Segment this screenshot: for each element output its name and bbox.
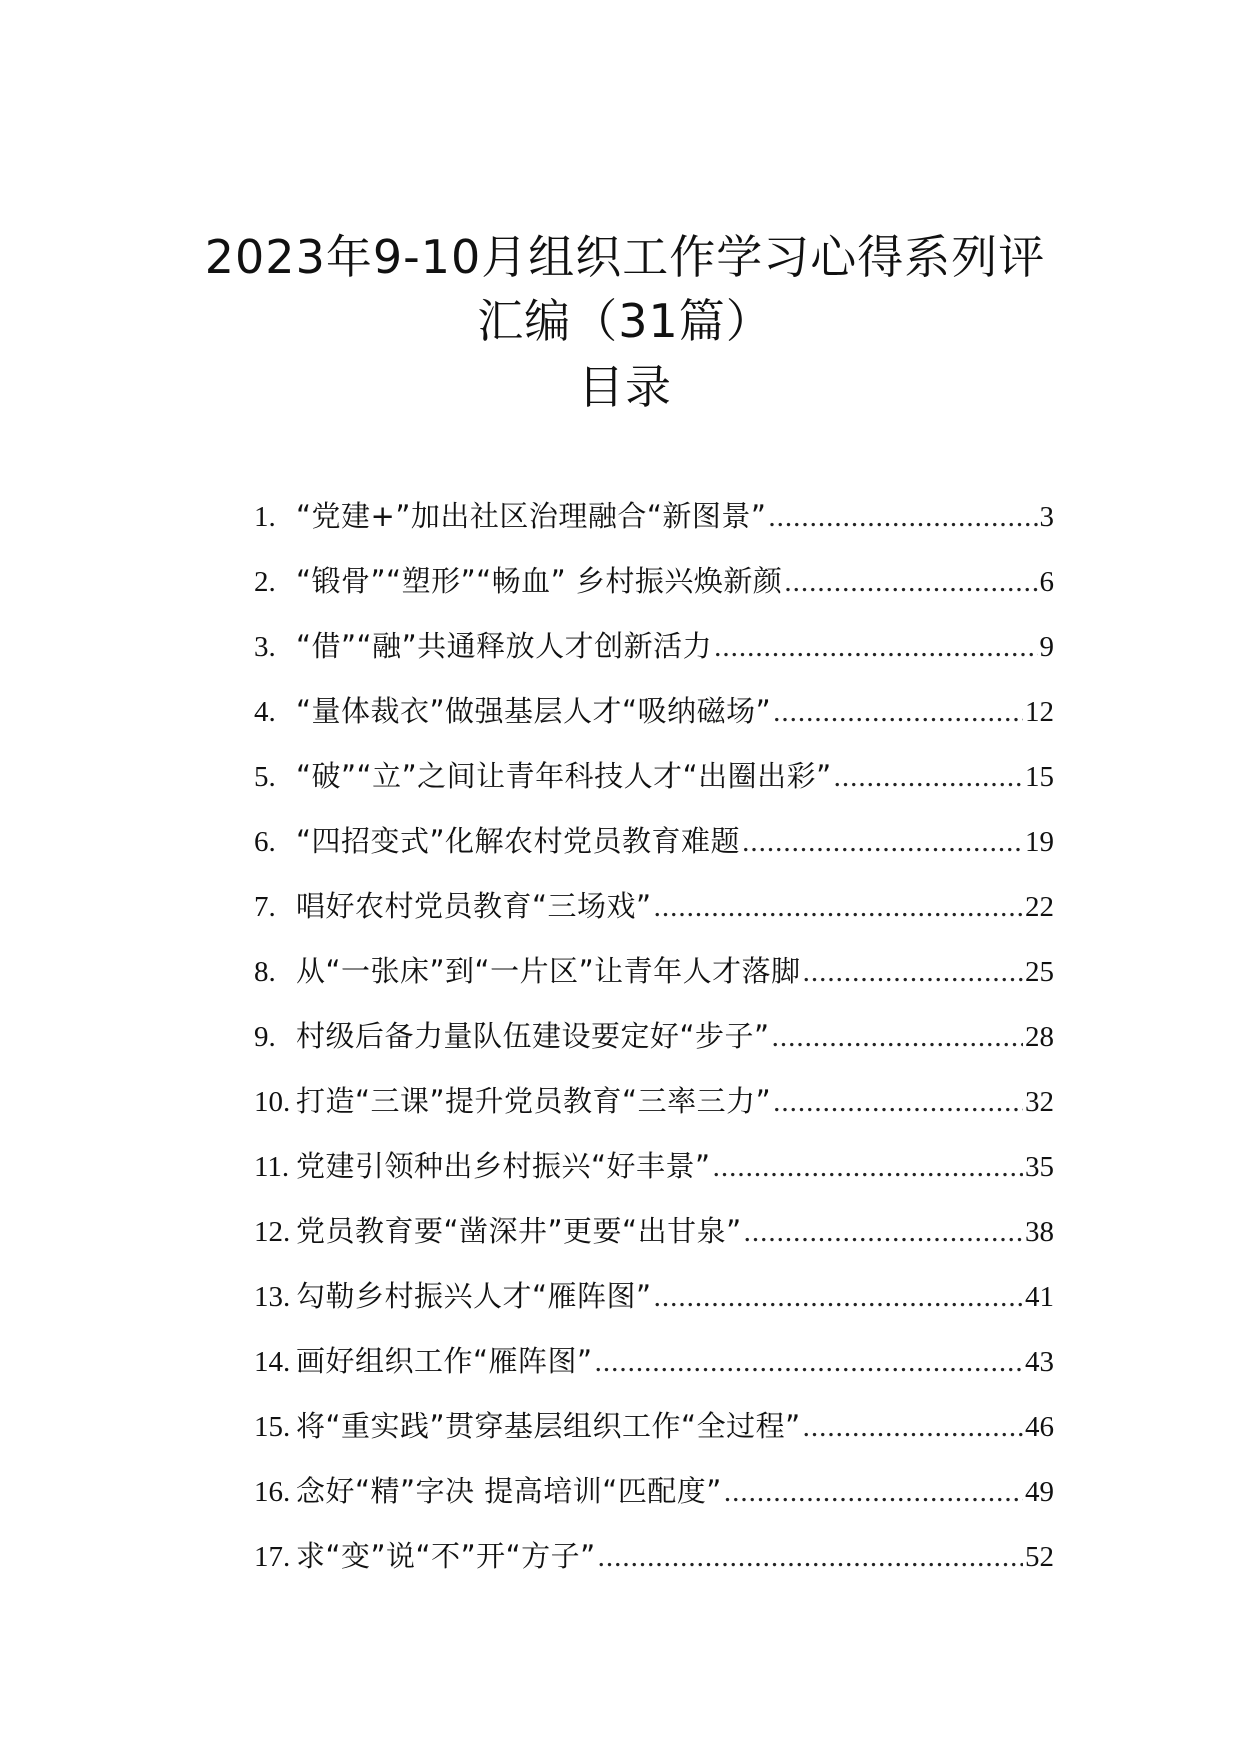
toc-entry[interactable] [254,496,1054,561]
toc-entry-title: 从“一张床”到“一片区”让青年人才落脚 [296,954,801,988]
toc-entry-number: 11. [254,1151,290,1183]
toc-heading: 目录 [578,360,672,414]
toc-entry[interactable] [254,951,1054,1016]
toc-entry-page: 9 [1039,631,1054,663]
toc-entry-page: 3 [1039,501,1054,533]
toc-entry-number: 2. [254,566,276,598]
title-line-1: 2023年9-10月组织工作学习心得系列评 [204,230,1046,284]
toc-entry[interactable] [254,1211,1054,1276]
toc-dot-leader [768,497,1037,537]
toc-entry-number: 8. [254,956,276,988]
toc-entry-page: 38 [1025,1216,1054,1248]
toc-entry[interactable] [254,626,1054,691]
toc-entry[interactable] [254,1341,1054,1406]
toc-entry[interactable] [254,756,1054,821]
toc-entry[interactable] [254,1276,1054,1341]
toc-entry-title: 党建引领种出乡村振兴“好丰景” [296,1149,711,1183]
toc-entry[interactable] [254,1471,1054,1536]
toc-dot-leader [803,952,1023,992]
toc-entry-number: 7. [254,891,276,923]
toc-entry-number: 5. [254,761,276,793]
toc-entry[interactable] [254,561,1054,626]
toc-entry-page: 19 [1025,826,1054,858]
toc-entry[interactable] [254,1406,1054,1471]
toc-entry-page: 32 [1025,1086,1054,1118]
toc-dot-leader [654,887,1023,927]
toc-entry-title: 党员教育要“凿深井”更要“出甘泉” [296,1214,742,1248]
toc-entry-number: 17. [254,1541,291,1573]
toc-entry-title: “党建+”加出社区治理融合“新图景” [296,499,767,533]
toc-entry-page: 12 [1025,696,1054,728]
title-line-2: 汇编（31篇） [477,294,773,348]
toc-dot-leader [713,1147,1023,1187]
toc-entry-number: 15. [254,1411,291,1443]
toc-entry-title: 唱好农村党员教育“三场戏” [296,889,652,923]
toc-entry-number: 6. [254,826,276,858]
toc-entry-number: 13. [254,1281,291,1313]
toc-entry[interactable] [254,1536,1054,1601]
toc-entry-title: “破”“立”之间让青年科技人才“出圈出彩” [296,759,832,793]
toc-dot-leader [803,1407,1023,1447]
toc-entry-title: “量体裁衣”做强基层人才“吸纳磁场” [296,694,772,728]
toc-dot-leader [595,1342,1023,1382]
toc-dot-leader [834,757,1023,797]
toc-entry-title: “锻骨”“塑形”“畅血” 乡村振兴焕新颜 [296,564,783,598]
toc-entry-title: 念好“精”字决 提高培训“匹配度” [296,1474,722,1508]
toc-dot-leader [784,562,1037,602]
toc-entry[interactable] [254,691,1054,756]
toc-dot-leader [598,1537,1023,1577]
toc-dot-leader [744,1212,1023,1252]
toc-entry[interactable] [254,1081,1054,1146]
toc-entry-title: “借”“融”共通释放人才创新活力 [296,629,713,663]
toc-entry-number: 4. [254,696,276,728]
toc-entry-title: 将“重实践”贯穿基层组织工作“全过程” [296,1409,801,1443]
toc-dot-leader [724,1472,1023,1512]
toc-dot-leader [742,822,1023,862]
toc-entry-page: 22 [1025,891,1054,923]
toc-entry-number: 14. [254,1346,291,1378]
toc-entry-title: 村级后备力量队伍建设要定好“步子” [296,1019,770,1053]
toc-entry[interactable] [254,886,1054,951]
toc-entry-title: “四招变式”化解农村党员教育难题 [296,824,741,858]
toc-entry-number: 16. [254,1476,291,1508]
toc-dot-leader [772,1017,1023,1057]
toc-dot-leader [773,692,1023,732]
toc-entry-page: 49 [1025,1476,1054,1508]
toc-entry-page: 25 [1025,956,1054,988]
toc-entry-title: 求“变”说“不”开“方子” [296,1539,596,1573]
toc-dot-leader [654,1277,1023,1317]
toc-entry-title: 打造“三课”提升党员教育“三率三力” [296,1084,772,1118]
toc-entry-number: 12. [254,1216,291,1248]
toc-entry-number: 10. [254,1086,291,1118]
toc-entry-page: 46 [1025,1411,1054,1443]
toc-entry[interactable] [254,1016,1054,1081]
toc-entry-number: 9. [254,1021,276,1053]
toc-entry-page: 43 [1025,1346,1054,1378]
toc-entry-number: 1. [254,501,276,533]
toc-entry-number: 3. [254,631,276,663]
document-title [0,225,1240,419]
toc-entry[interactable] [254,821,1054,886]
toc-entry-page: 28 [1025,1021,1054,1053]
toc-entry-page: 52 [1025,1541,1054,1573]
toc-entry[interactable] [254,1146,1054,1211]
toc-dot-leader [714,627,1037,667]
toc-entry-page: 41 [1025,1281,1054,1313]
toc-entry-title: 勾勒乡村振兴人才“雁阵图” [296,1279,652,1313]
toc-entry-page: 35 [1025,1151,1054,1183]
toc-entry-title: 画好组织工作“雁阵图” [296,1344,593,1378]
toc-entry-page: 6 [1039,566,1054,598]
table-of-contents [254,496,1054,1601]
toc-dot-leader [773,1082,1023,1122]
toc-entry-page: 15 [1025,761,1054,793]
